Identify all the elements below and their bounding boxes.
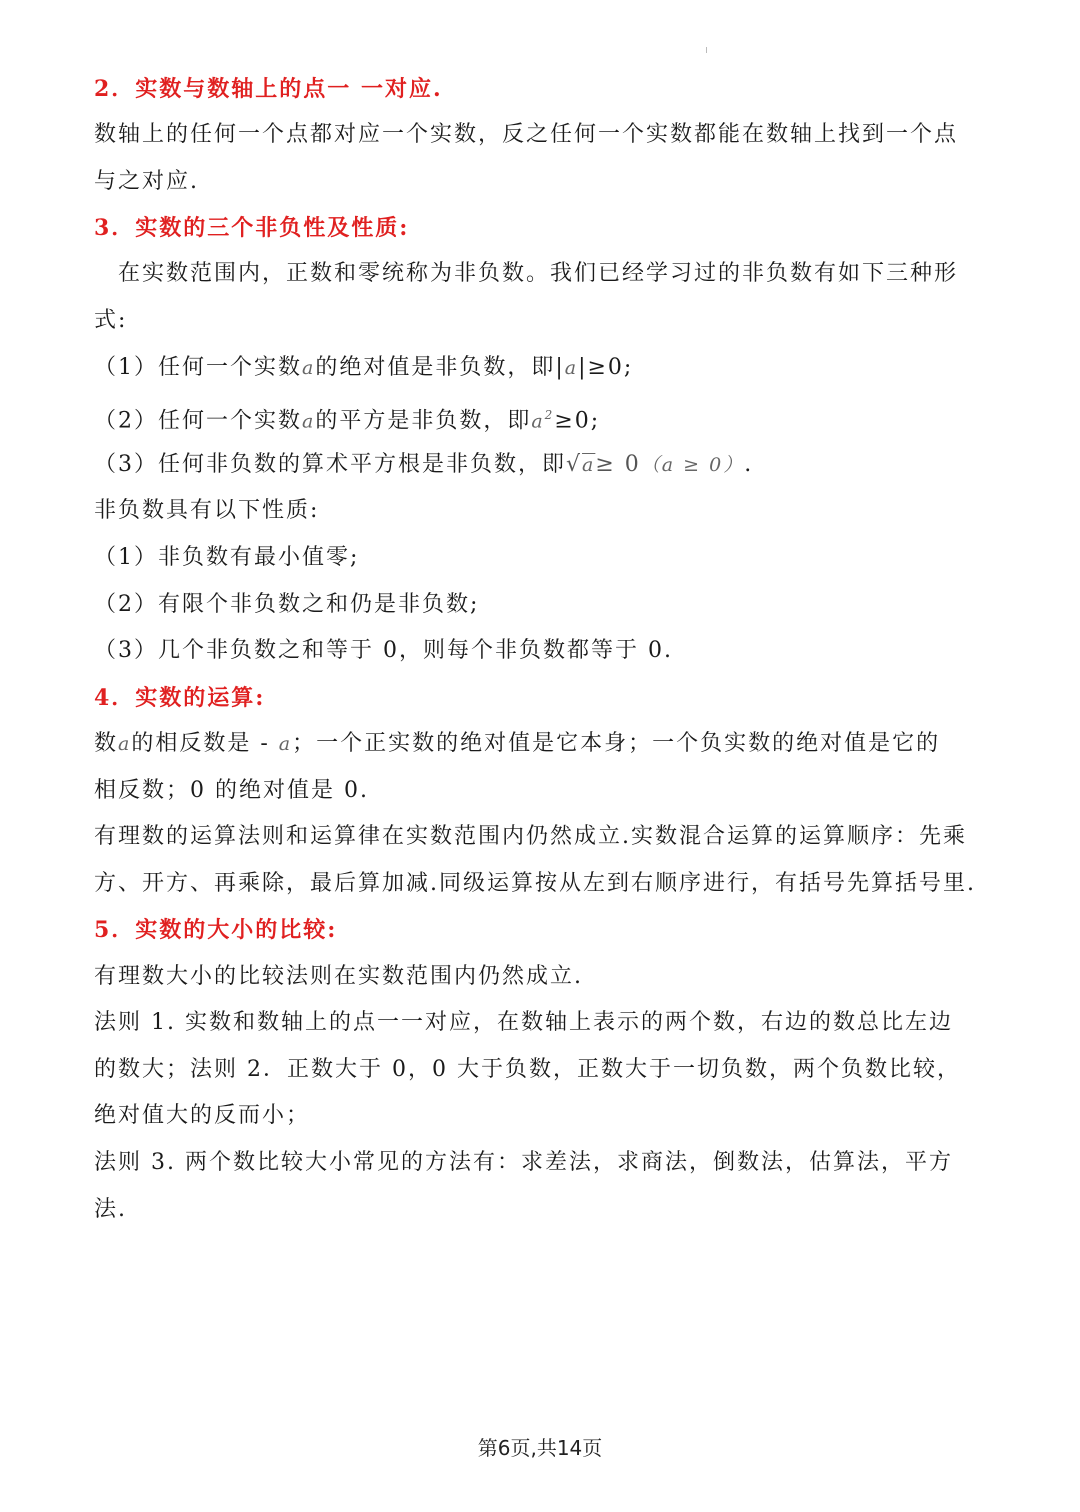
var-a: a <box>564 357 579 379</box>
item2-text-post: ≥0; <box>554 408 601 434</box>
s4-l1-post: ；一个正实数的绝对值是它本身；一个负实数的绝对值是它的 <box>292 731 941 756</box>
section5-heading: 5．实数的大小的比较: <box>94 917 338 943</box>
section5-line5: 法则 3. 两个数比较大小常见的方法有：求差法，求商法，倒数法，估算法，平方 <box>94 1150 953 1175</box>
s4-l1-mid: 的相反数是 - <box>131 731 279 756</box>
section4-line2: 相反数；0 的绝对值是 0. <box>94 778 369 803</box>
section5-line4: 绝对值大的反而小； <box>94 1103 311 1128</box>
section2-para-line1: 数轴上的任何一个点都对应一个实数，反之任何一个实数都能在数轴上找到一个点 <box>94 122 959 147</box>
var-a: a <box>118 733 132 755</box>
nonneg-item1 <box>94 354 994 382</box>
exponent-2: 2 <box>544 408 555 422</box>
item1-text-mid: 的绝对值是非负数，即| <box>315 355 565 380</box>
var-a: a <box>278 733 293 755</box>
section3-heading: 3．实数的三个非负性及性质: <box>94 215 410 241</box>
props-title: 非负数具有以下性质: <box>94 498 320 523</box>
ge-zero: ≥ 0 <box>595 452 641 477</box>
section5-line1: 有理数大小的比较法则在实数范围内仍然成立. <box>94 964 583 989</box>
scan-mark <box>706 47 707 53</box>
var-a: a <box>582 454 596 476</box>
item2-text-mid: 的平方是非负数，即 <box>315 408 532 434</box>
nonneg-item2 <box>94 401 994 435</box>
var-a: a <box>531 410 545 433</box>
nonneg-item3 <box>94 451 994 479</box>
prop-1: （1）非负数有最小值零; <box>94 545 360 570</box>
var-a: a <box>302 410 316 433</box>
s4-l1-pre: 数 <box>94 731 119 756</box>
section2-heading: 2．实数与数轴上的点一 一对应. <box>94 76 443 102</box>
section3-intro-line2: 式: <box>94 308 128 333</box>
var-a: a <box>302 357 316 379</box>
prop-2: （2）有限个非负数之和仍是非负数; <box>94 592 480 617</box>
item3-text-post: . <box>744 452 754 477</box>
section5-line6: 法. <box>94 1197 127 1222</box>
condition: （a ≥ 0） <box>640 454 745 476</box>
section4-heading: 4．实数的运算: <box>94 685 266 711</box>
prop-3: （3）几个非负数之和等于 0，则每个非负数都等于 0. <box>94 638 673 663</box>
section5-line3: 的数大；法则 2．正数大于 0，0 大于负数，正数大于一切负数，两个负数比较， <box>94 1057 961 1082</box>
page-number: 第6页,共14页 <box>477 1436 603 1460</box>
sqrt-symbol: √ <box>566 452 583 477</box>
item3-text-pre: （3）任何非负数的算术平方根是非负数，即 <box>94 452 566 477</box>
section5-line2: 法则 1. 实数和数轴上的点一一对应，在数轴上表示的两个数，右边的数总比左边 <box>94 1010 953 1035</box>
section4-line1 <box>94 730 994 758</box>
section2-para-line2: 与之对应. <box>94 169 199 194</box>
section4-line4: 方、开方、再乘除，最后算加减.同级运算按从左到右顺序进行，有括号先算括号里. <box>94 871 976 896</box>
item1-text-post: |≥0; <box>578 355 634 380</box>
section3-intro-line1: 在实数范围内，正数和零统称为非负数。我们已经学习过的非负数有如下三种形 <box>118 261 959 286</box>
item1-text-pre: （1）任何一个实数 <box>94 355 302 380</box>
item2-text-pre: （2）任何一个实数 <box>94 408 302 434</box>
section4-line3: 有理数的运算法则和运算律在实数范围内仍然成立.实数混合运算的运算顺序：先乘 <box>94 824 967 849</box>
